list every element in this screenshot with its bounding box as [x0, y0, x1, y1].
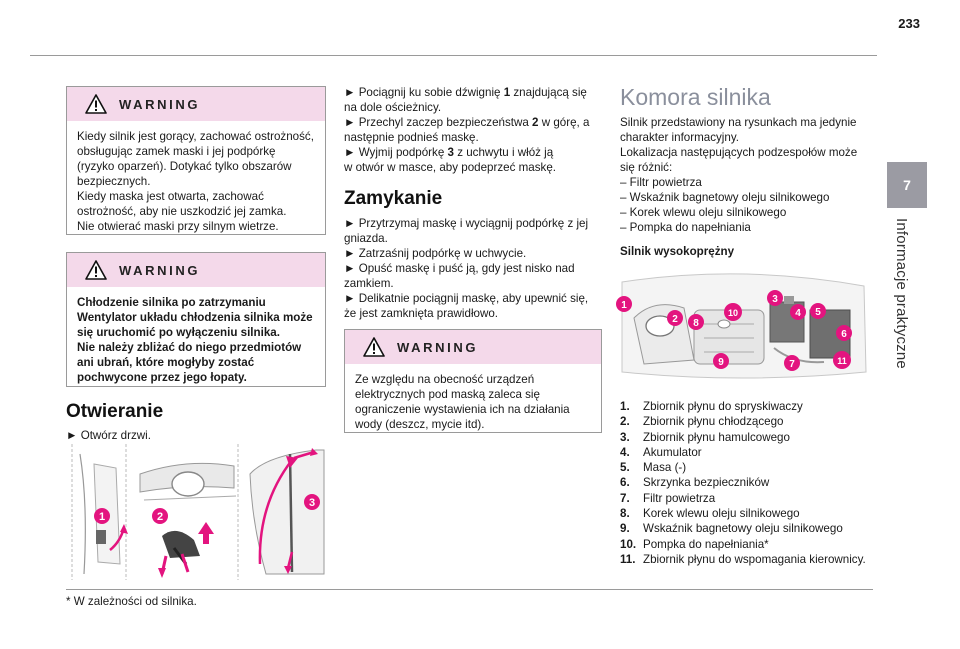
engine-callout-4 — [790, 304, 806, 320]
svg-text:8: 8 — [693, 318, 699, 329]
list-item: 6. Skrzynka bezpieczników — [620, 476, 770, 490]
svg-text:6: 6 — [841, 329, 847, 340]
list-item: 2. Zbiornik płynu chłodzącego — [620, 415, 784, 429]
warning-label: WARNING — [397, 339, 479, 355]
chapter-title-vertical — [893, 218, 923, 418]
chapter-title: Informacje praktyczne — [893, 218, 910, 369]
warning-triangle-icon — [363, 337, 385, 357]
warning-box-hot-engine — [66, 86, 326, 235]
opening-step-1: ► Pociągnij ku sobie dźwignię 1 znajdującą się na dole ościeżnicy. — [344, 86, 587, 114]
bottom-divider — [66, 589, 873, 590]
warning-header — [67, 253, 325, 287]
page-number: 233 — [898, 16, 920, 31]
warning-triangle-icon — [85, 260, 107, 280]
list-item: 9. Wskaźnik bagnetowy oleju silnikowego — [620, 522, 843, 536]
figure-callout-3 — [304, 494, 320, 510]
warning-text: Chłodzenie silnika po zatrzymaniu Wentylator układu chłodzenia silnika może się uruchomić po wyłączeniu silnika. Nie należy zbliżać do niego przedmiotów ani ubrań, które mogłyby zostać pochwycone przez jego łopaty. — [77, 296, 313, 384]
svg-text:7: 7 — [789, 359, 795, 370]
engine-compartment-figure — [614, 268, 870, 384]
engine-callout-10 — [724, 303, 742, 321]
svg-text:11: 11 — [837, 356, 847, 366]
closing-steps: ► Przytrzymaj maskę i wyciągnij podpórkę z jej gniazda. ► Zatrzaśnij podpórkę w uchwycie. ► Opuść maskę i puść ją, gdy jest nisko nad zamkiem. ► Delikatnie pociągnij maskę, aby upewnić się, że jest zamknięta prawidłowo. — [344, 217, 589, 320]
engine-callout-2 — [667, 310, 683, 326]
engine-callout-11 — [833, 351, 851, 369]
warning-header — [67, 87, 325, 121]
list-item: 3. Zbiornik płynu hamulcowego — [620, 430, 790, 444]
svg-text:4: 4 — [795, 308, 801, 319]
section-heading-engine-bay: Komora silnika — [620, 84, 771, 110]
chapter-tab: 7 — [887, 162, 927, 208]
warning-triangle-icon — [85, 94, 107, 114]
warning-label: WARNING — [119, 262, 201, 278]
svg-text:3: 3 — [308, 497, 316, 509]
list-item: 7. Filtr powietrza — [620, 491, 716, 505]
component-list — [620, 399, 875, 567]
engine-callout-6 — [836, 325, 852, 341]
list-item: 1. Zbiornik płynu do spryskiwaczy — [620, 400, 803, 413]
figure-panel-prop-rod — [250, 448, 324, 574]
svg-text:5: 5 — [815, 307, 821, 318]
list-item: 10. Pompka do napełniania* — [620, 537, 769, 551]
list-item: 11. Zbiornik płynu do wspomagania kierownicy. — [620, 552, 866, 566]
footnote: * W zależności od silnika. — [66, 595, 197, 608]
engine-bay-intro: Silnik przedstawiony na rysunkach ma jedynie charakter informacyjny. Lokalizacja następujących podzespołów może się różnić: – Filtr powietrza – Wskaźnik bagnetowy oleju silnikowego – Korek wlewu oleju silnikowego – Pompka do napełniania — [620, 116, 858, 234]
list-item: 8. Korek wlewu oleju silnikowego — [620, 507, 800, 521]
svg-text:9: 9 — [718, 357, 724, 368]
warning-box-fan — [66, 252, 326, 387]
opening-step: ► Otwórz drzwi. — [66, 429, 151, 442]
svg-text:2: 2 — [156, 511, 164, 523]
warning-box-water — [344, 329, 602, 433]
opening-step-3: ► Wyjmij podpórkę 3 z uchwytu i włóż ją w otwór w masce, aby podeprzeć maskę. — [344, 146, 556, 174]
section-heading-closing: Zamykanie — [344, 188, 443, 209]
engine-callout-7 — [784, 355, 800, 371]
svg-text:1: 1 — [621, 300, 627, 311]
svg-text:1: 1 — [98, 511, 106, 523]
engine-callout-3 — [767, 290, 783, 306]
subheading-diesel: Silnik wysokoprężny — [620, 245, 735, 258]
opening-step-2: ► Przechyl zaczep bezpieczeństwa 2 w górę, a następnie podnieś maskę. — [344, 116, 590, 144]
section-heading-opening: Otwieranie — [66, 401, 164, 422]
figure-callout-1 — [94, 508, 110, 524]
engine-callout-1 — [616, 296, 632, 312]
svg-text:10: 10 — [727, 308, 739, 318]
svg-text:3: 3 — [772, 294, 778, 305]
engine-callout-5 — [810, 303, 826, 319]
engine-callout-9 — [713, 353, 729, 369]
hood-opening-figure — [66, 444, 328, 580]
top-divider — [30, 55, 877, 56]
engine-callout-8 — [688, 314, 704, 330]
figure-callout-2 — [152, 508, 168, 524]
svg-text:2: 2 — [672, 314, 678, 325]
warning-text: Ze względu na obecność urządzeń elektrycznych pod maską zaleca się ograniczenie wystawienia ich na działania wody (deszcz, mycie itd). — [355, 373, 570, 431]
list-item: 5. Masa (-) — [620, 461, 687, 475]
warning-header — [345, 330, 601, 364]
warning-text: Kiedy silnik jest gorący, zachować ostrożność, obsługując zamek maski i jej podpórkę (ryzyko oparzeń). Dotykać tylko obszarów bezpiecznych. Kiedy maska jest otwarta, zachować ostrożność, aby nie uszkodzić jej zamka. Nie otwierać maski przy silnym wietrze. — [77, 130, 314, 233]
warning-label: WARNING — [119, 96, 201, 112]
list-item: 4. Akumulator — [620, 445, 702, 459]
